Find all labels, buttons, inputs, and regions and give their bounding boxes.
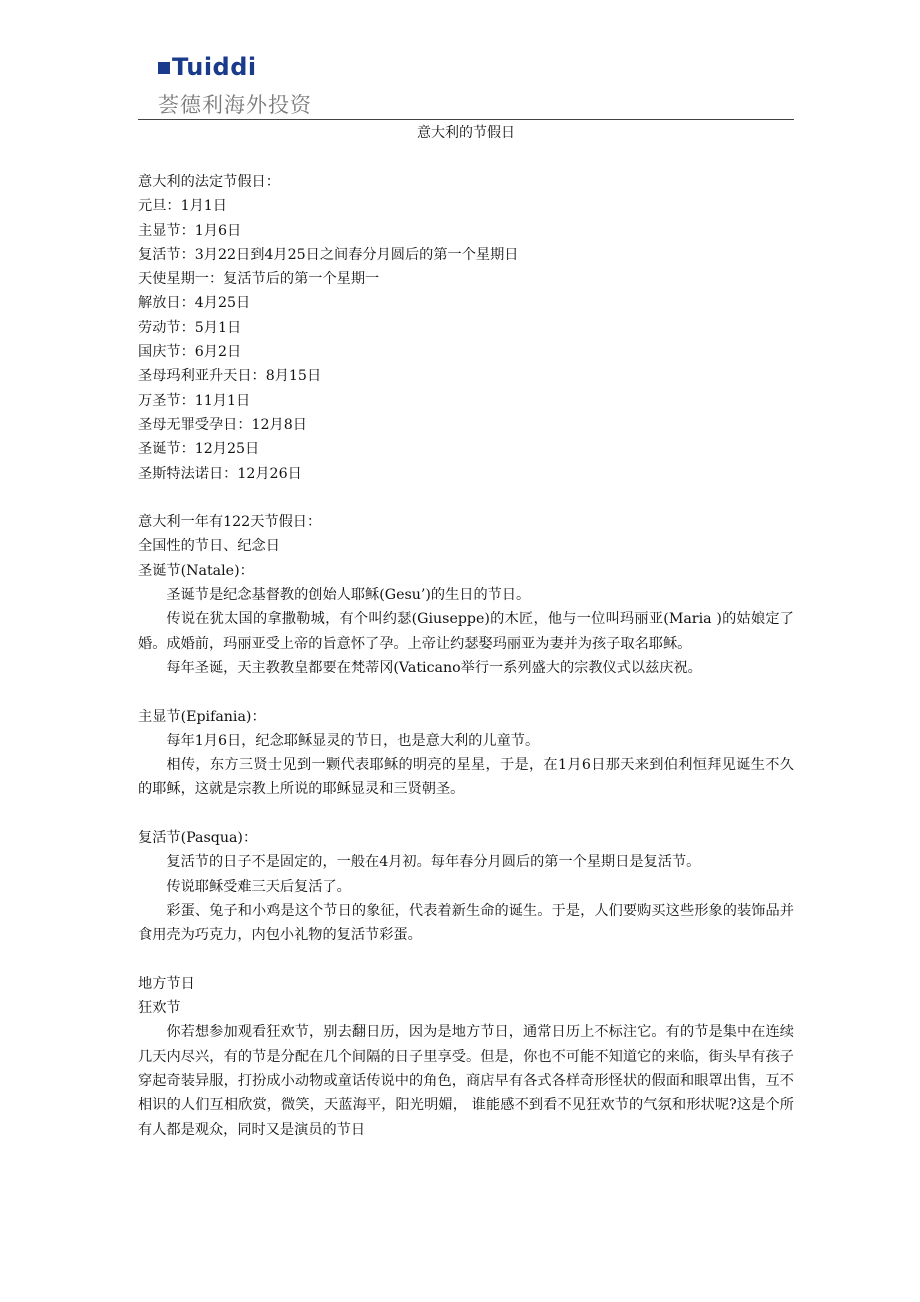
local-holidays-heading: 地方节日: [138, 975, 195, 992]
holiday-item: 圣诞节：12月25日: [138, 441, 260, 458]
holiday-item: 元旦：1月1日: [138, 198, 227, 215]
logo-text: Tuiddi: [172, 53, 257, 81]
easter-section: [138, 826, 794, 947]
header-divider: [138, 119, 794, 120]
holiday-item: 劳动节：5月1日: [138, 319, 242, 336]
legal-holidays-section: [138, 170, 794, 486]
company-logo: [158, 52, 257, 82]
easter-paragraph: 彩蛋、兔子和小鸡是这个节日的象征，代表着新生命的诞生。于是，人们要购买这些形象的装饰品并食用壳为巧克力，内包小礼物的复活节彩蛋。: [138, 902, 794, 944]
holiday-item: 解放日：4月25日: [138, 295, 251, 312]
spacer: [138, 802, 794, 826]
carnival-paragraph: 你若想参加观看狂欢节，别去翻日历，因为是地方节日，通常日历上不标注它。有的节是集中在连续几天内尽兴，有的节是分配在几个间隔的日子里享受。但是，你也不可能不知道它的来临，街头早有孩子穿起奇装异服，打扮成小动物或童话传说中的角色，商店早有各式各样奇形怪状的假面和眼罩出售，互不相识的人们互相欣赏，微笑，天蓝海平，阳光明媚， 谁能感不到看不见狂欢节的气氛和形状呢?这是个所有人都是观众，同时又是演员的节日: [138, 1024, 794, 1138]
holiday-count-line: 意大利一年有122天节假日：: [138, 514, 322, 531]
easter-paragraph: 传说耶稣受难三天后复活了。: [166, 878, 351, 895]
epiphany-heading: 主显节(Epifania)：: [138, 708, 266, 725]
epiphany-section: [138, 705, 794, 802]
summary-section: [138, 510, 794, 559]
holiday-item: 圣母玛利亚升天日：8月15日: [138, 368, 322, 385]
christmas-paragraph: 圣诞节是纪念基督教的创始人耶稣(Gesu’)的生日的节日。: [166, 587, 531, 604]
holiday-item: 天使星期一：复活节后的第一个星期一: [138, 271, 380, 288]
christmas-paragraph: 每年圣诞，天主教教皇都要在梵蒂冈(Vaticano举行一系列盛大的宗教仪式以兹庆祝。: [166, 659, 702, 676]
christmas-heading: 圣诞节(Natale)：: [138, 562, 254, 579]
epiphany-paragraph: 相传，东方三贤士见到一颗代表耶稣的明亮的星星，于是，在1月6日那天来到伯利恒拜见诞生不久的耶稣，这就是宗教上所说的耶稣显灵和三贤朝圣。: [138, 757, 794, 798]
local-holidays-section: [138, 972, 794, 1142]
holiday-item: 国庆节：6月2日: [138, 344, 242, 361]
christmas-section: [138, 559, 794, 680]
national-holidays-heading: 全国性的节日、纪念日: [138, 538, 280, 555]
spacer: [138, 680, 794, 704]
holiday-item: 复活节：3月22日到4月25日之间春分月圆后的第一个星期日: [138, 246, 519, 263]
holiday-item: 圣斯特法诺日：12月26日: [138, 465, 302, 482]
holiday-item: 万圣节：11月1日: [138, 392, 251, 409]
spacer: [138, 486, 794, 510]
legal-holidays-heading: 意大利的法定节假日：: [138, 174, 280, 190]
easter-heading: 复活节(Pasqua)：: [138, 830, 258, 847]
holiday-item: 主显节：1月6日: [138, 222, 242, 239]
company-subtitle: 荟德利海外投资: [158, 93, 312, 117]
logo-square-icon: [158, 62, 170, 74]
carnival-heading: 狂欢节: [138, 1000, 181, 1017]
easter-paragraph: 复活节的日子不是固定的，一般在4月初。每年春分月圆后的第一个星期日是复活节。: [166, 854, 701, 871]
document-body: [138, 170, 794, 1142]
document-title: 意大利的节假日: [417, 125, 515, 141]
christmas-paragraph: 传说在犹太国的拿撒勒城，有个叫约瑟(Giuseppe)的木匠，他与一位叫玛丽亚(Maria )的姑娘定了婚。成婚前，玛丽亚受上帝的旨意怀了孕。上帝让约瑟娶玛丽亚为妻并为孩子取名耶稣。: [138, 611, 794, 652]
epiphany-paragraph: 每年1月6日，纪念耶稣显灵的节日，也是意大利的儿童节。: [166, 732, 540, 749]
holiday-item: 圣母无罪受孕日：12月8日: [138, 416, 307, 433]
spacer: [138, 948, 794, 972]
